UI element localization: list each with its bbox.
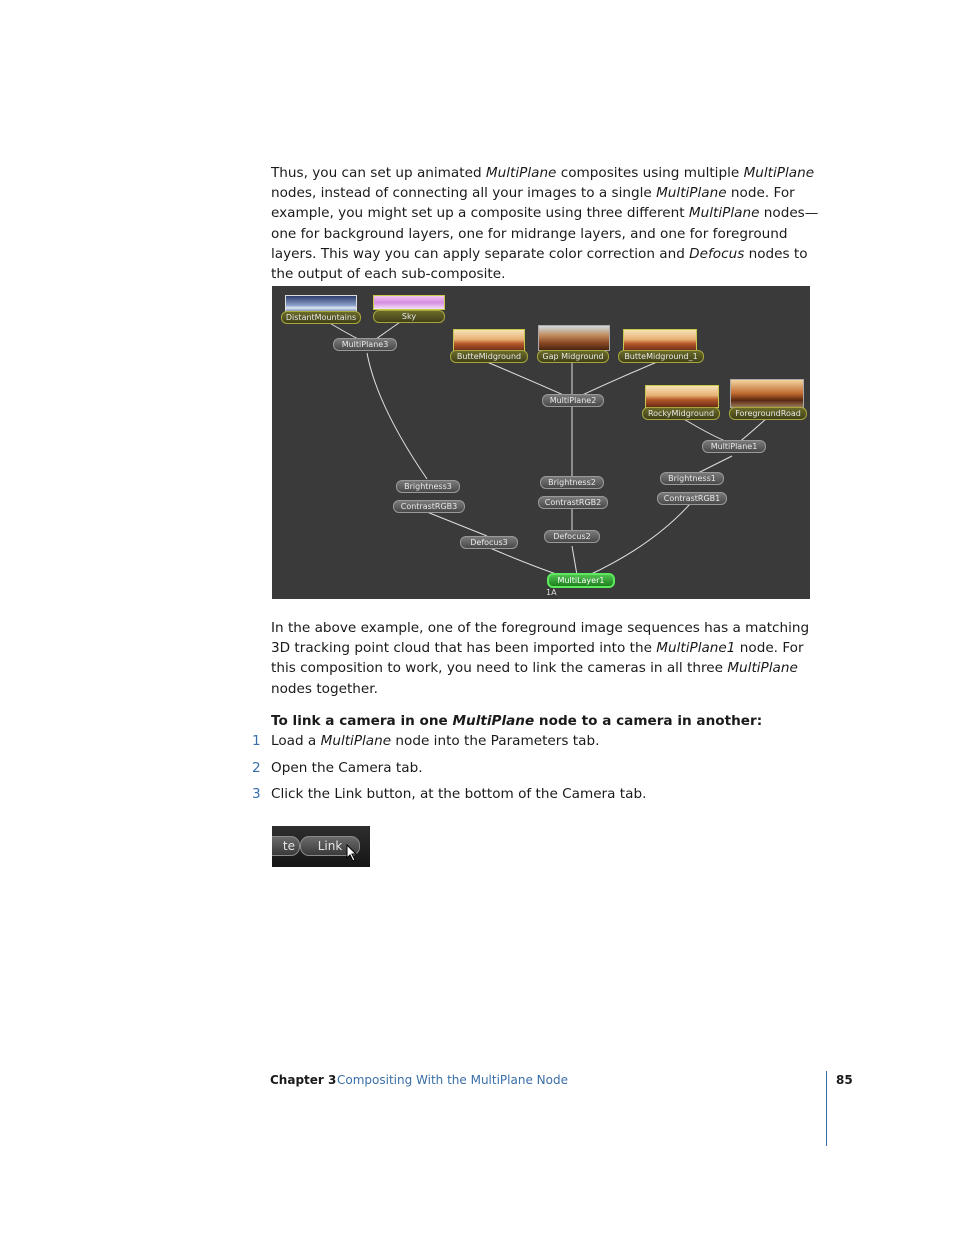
step-number: 3 xyxy=(252,786,261,802)
edge xyxy=(490,548,562,576)
edge xyxy=(427,512,487,536)
intro-text: nodes to the output of each sub-composite. xyxy=(271,245,808,283)
example-paragraph xyxy=(271,618,831,699)
edge xyxy=(367,353,427,479)
node-brightness3[interactable]: Brightness3 xyxy=(396,480,460,493)
node-defocus3[interactable]: Defocus3 xyxy=(460,536,518,549)
node-butte-midground-1[interactable]: ButteMidground_1 xyxy=(618,350,704,363)
previous-button[interactable]: te xyxy=(272,836,300,856)
step-text-part: Load a xyxy=(271,733,321,749)
task-heading xyxy=(271,711,831,731)
node-contrastrgb2[interactable]: ContrastRGB2 xyxy=(538,496,608,509)
intro-text: node. For example, you might set up a composite using three different xyxy=(271,185,795,222)
node-contrastrgb3[interactable]: ContrastRGB3 xyxy=(393,500,465,513)
intro-text: nodes—one for background layers, one for midrange layers, and one for foreground layers. This way you can apply separate color correction and xyxy=(271,205,819,262)
step-text-part: node into the Parameters tab. xyxy=(391,733,600,749)
node-brightness2[interactable]: Brightness2 xyxy=(540,476,604,489)
node-multiplane2[interactable]: MultiPlane2 xyxy=(542,394,604,407)
step-number: 1 xyxy=(252,733,261,749)
page-number: 85 xyxy=(836,1073,853,1087)
node-foreground-road[interactable]: ForegroundRoad xyxy=(729,407,807,420)
intro-text: nodes, instead of connecting all your images to a single xyxy=(271,185,657,202)
node-butte-midground[interactable]: ButteMidground xyxy=(450,350,528,363)
link-button[interactable]: Link xyxy=(300,836,360,856)
node-distant-mountains[interactable]: DistantMountains xyxy=(281,311,361,324)
step-text: Click the Link button, at the bottom of the Camera tab. xyxy=(271,786,647,802)
node-sky[interactable]: Sky xyxy=(373,310,445,323)
task-heading-text: node to a camera in another: xyxy=(534,713,763,729)
butte-midground-1-thumbnail xyxy=(623,329,697,352)
intro-term: MultiPlane xyxy=(743,165,815,181)
node-multiplane3[interactable]: MultiPlane3 xyxy=(333,338,397,351)
task-heading-term: MultiPlane xyxy=(452,713,535,729)
footer-chapter-title: Compositing With the MultiPlane Node xyxy=(337,1073,568,1087)
step-text: Open the Camera tab. xyxy=(271,760,423,776)
example-text: node. For this composition to work, you need to link the cameras in all three xyxy=(271,640,804,677)
footer-divider xyxy=(826,1071,827,1146)
node-contrastrgb1[interactable]: ContrastRGB1 xyxy=(657,492,727,505)
node-multiplane1[interactable]: MultiPlane1 xyxy=(702,440,766,453)
intro-paragraph xyxy=(271,163,831,284)
step-term: MultiPlane xyxy=(320,733,392,749)
intro-term: MultiPlane xyxy=(688,205,760,222)
edge xyxy=(487,362,568,397)
pointer-cursor-icon xyxy=(346,844,358,862)
node-defocus2[interactable]: Defocus2 xyxy=(544,530,600,543)
sky-thumbnail xyxy=(373,295,445,310)
edge xyxy=(572,546,577,575)
intro-text: composites using multiple xyxy=(556,165,744,181)
intro-term: Defocus xyxy=(689,245,745,262)
example-term: MultiPlane1 xyxy=(656,640,736,657)
rocky-midground-thumbnail xyxy=(645,385,719,408)
step-number: 2 xyxy=(252,760,261,776)
gap-midground-thumbnail xyxy=(538,325,610,351)
example-text: nodes together. xyxy=(271,680,378,697)
intro-term: MultiPlane xyxy=(656,185,727,202)
intro-text: Thus, you can set up animated xyxy=(271,165,486,181)
frame-label: 1A xyxy=(546,588,557,597)
example-term: MultiPlane xyxy=(727,660,798,677)
task-heading-text: To link a camera in one xyxy=(271,713,453,729)
node-multilayer1[interactable]: MultiLayer1 xyxy=(547,573,615,588)
foreground-road-thumbnail xyxy=(730,379,804,408)
intro-term: MultiPlane xyxy=(485,165,557,181)
node-graph-screenshot xyxy=(272,286,810,599)
example-text: In the above example, one of the foreground image sequences has a matching 3D tracking point cloud that has been imported into the xyxy=(271,620,810,657)
footer-chapter: Chapter 3 xyxy=(270,1073,337,1087)
node-rocky-midground[interactable]: RockyMidground xyxy=(642,407,720,420)
node-brightness1[interactable]: Brightness1 xyxy=(660,472,724,485)
step-text xyxy=(271,731,599,751)
edge xyxy=(587,504,690,576)
link-button-screenshot xyxy=(272,826,370,867)
node-gap-midground[interactable]: Gap Midground xyxy=(537,350,609,363)
butte-midground-thumbnail xyxy=(453,329,525,352)
